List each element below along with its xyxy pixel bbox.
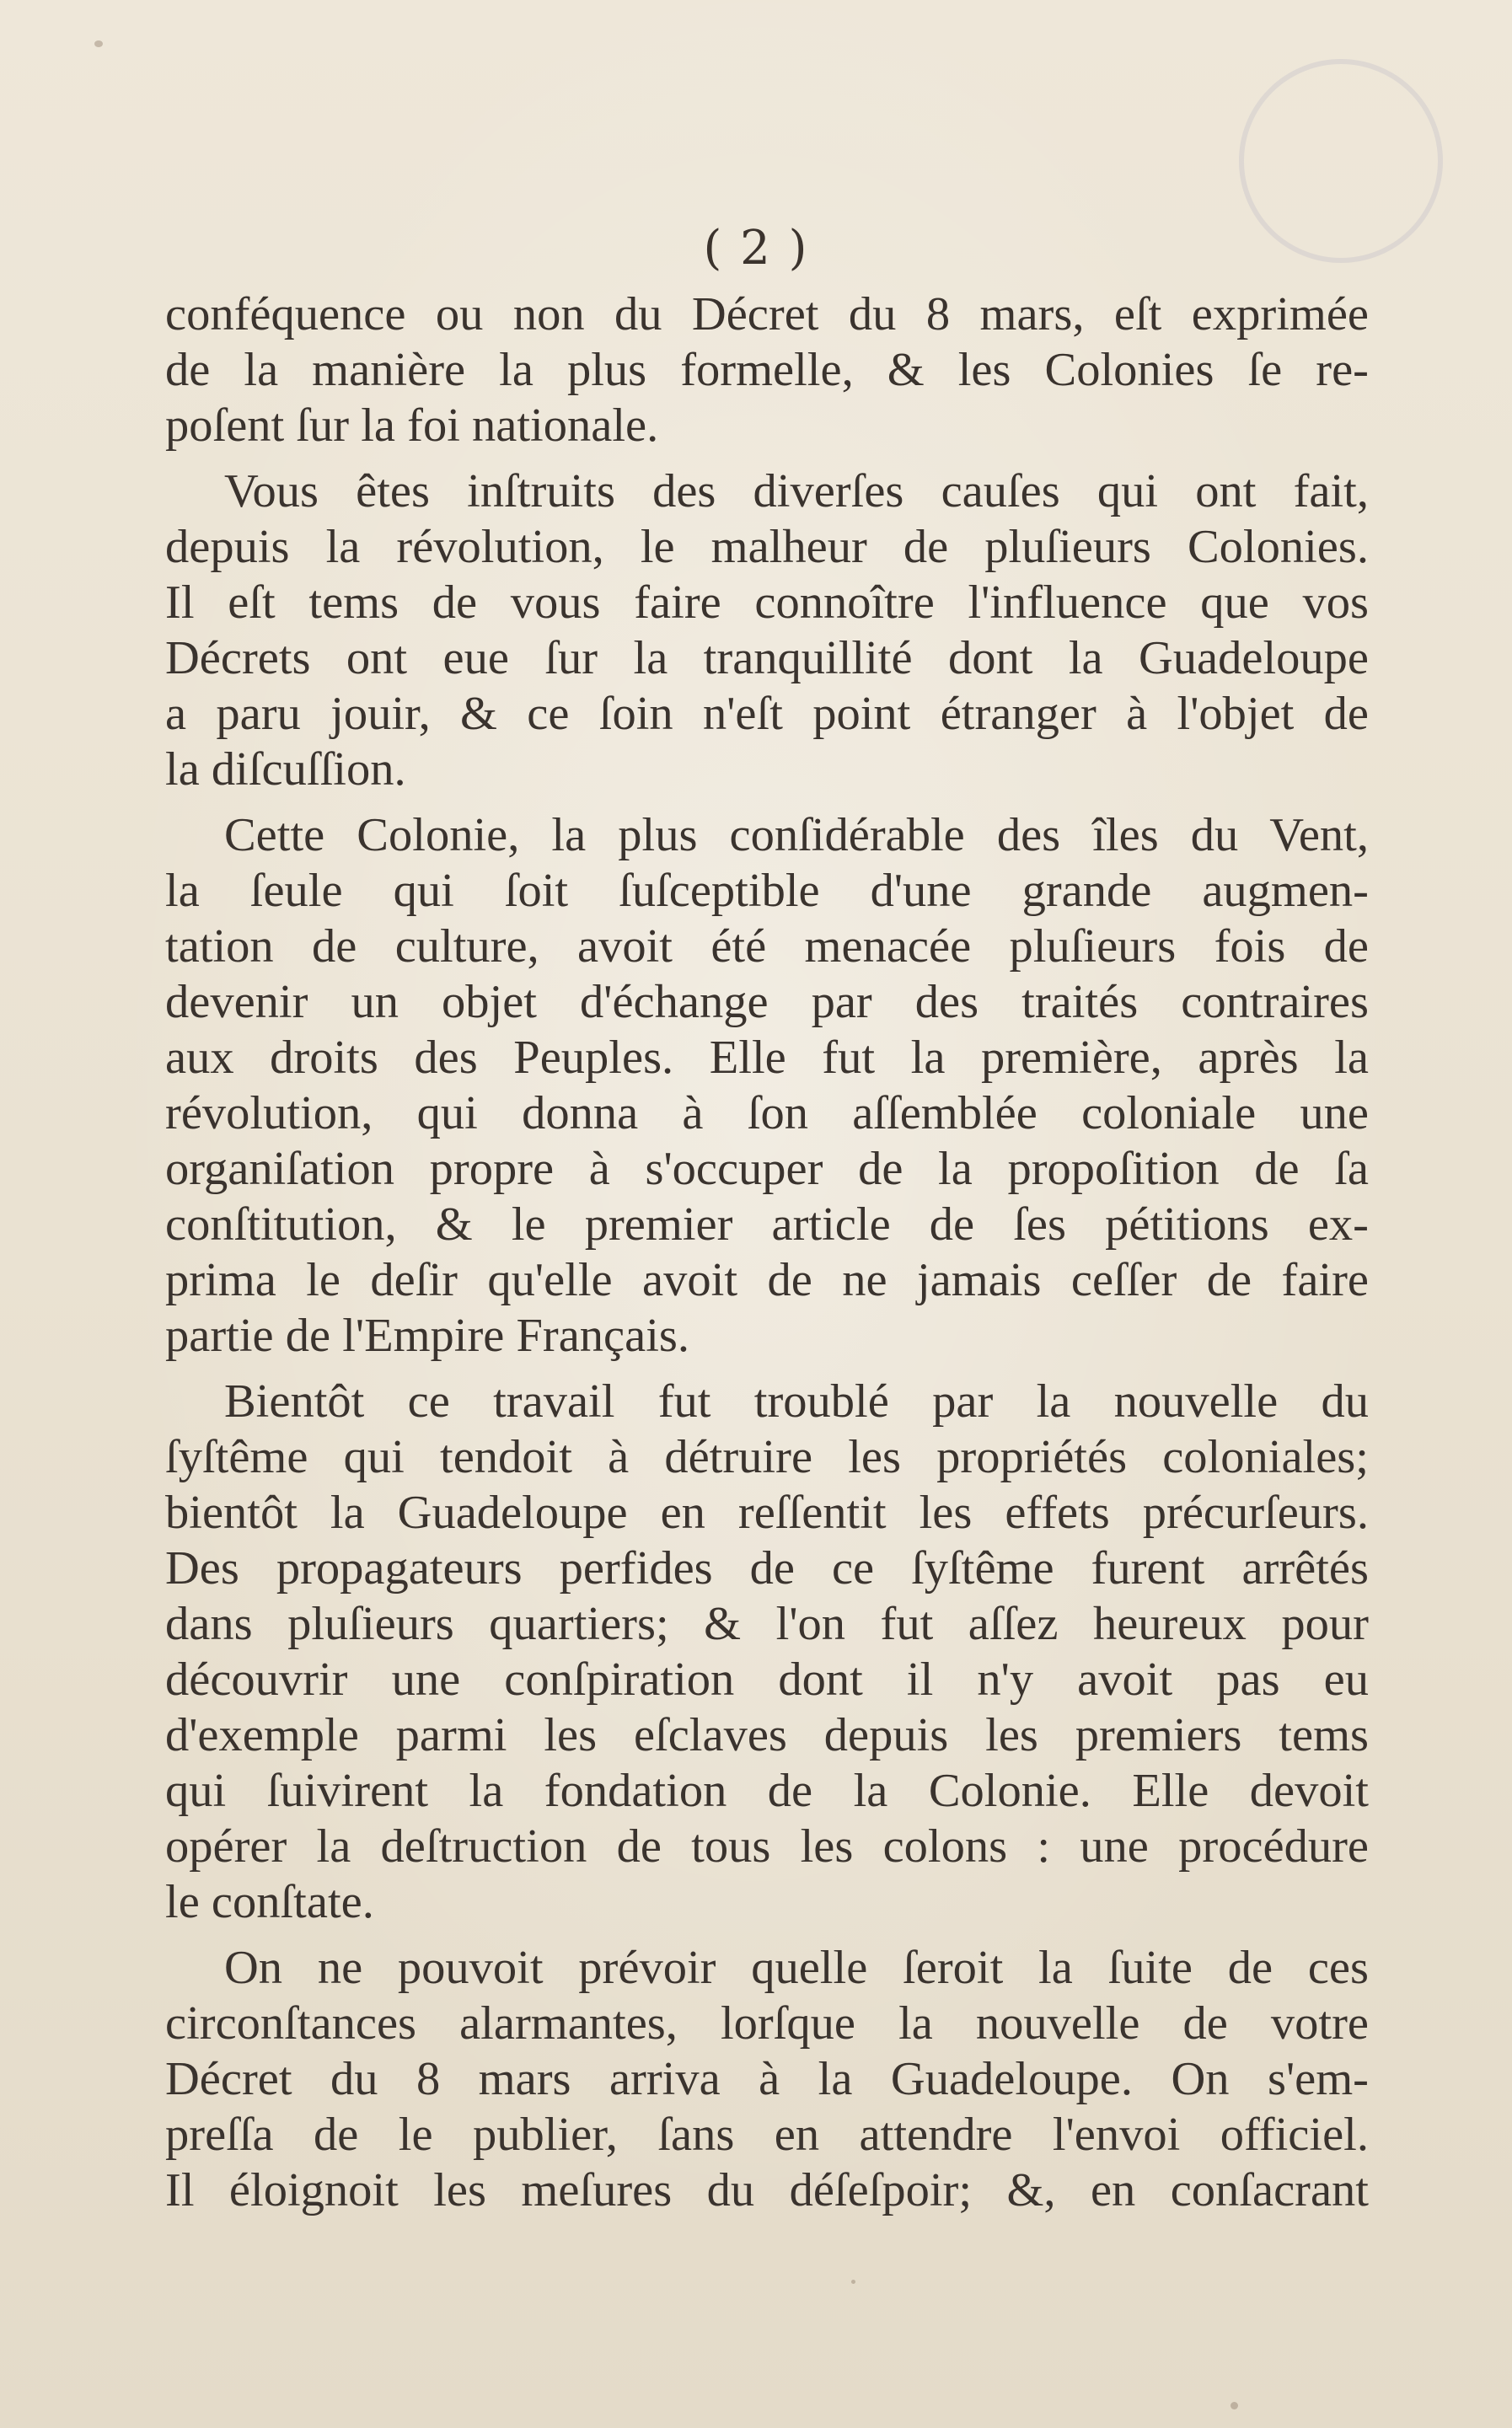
text-line: de la manière la plus formelle, & les Colonies ſe re- [165,344,1369,396]
text-line: Décret du 8 mars arriva à la Guadeloupe. On s'em- [165,2053,1369,2105]
text-line: prima le deſir qu'elle avoit de ne jamais ceſſer de faire [165,1254,1369,1306]
text-line: d'exemple parmi les eſclaves depuis les premiers tems [165,1709,1369,1761]
text-line: On ne pouvoit prévoir quelle ſeroit la ſuite de ces [224,1942,1369,1994]
text-line: opérer la deſtruction de tous les colons : une procédure [165,1820,1369,1873]
text-line: preſſa de le publier, ſans en attendre l'envoi officiel. [165,2109,1369,2161]
paragraph [165,464,1369,797]
paragraph [165,807,1369,1364]
paragraph [165,1374,1369,1930]
text-line: dans pluſieurs quartiers; & l'on fut aſſez heureux pour [165,1598,1369,1650]
text-line: Des propagateurs perfides de ce ſyſtême furent arrêtés [165,1542,1369,1595]
text-line: conféquence ou non du Décret du 8 mars, eſt exprimée [165,288,1369,340]
paragraph [165,1940,1369,2218]
text-line: a paru jouir, & ce ſoin n'eſt point étranger à l'objet de [165,688,1369,740]
text-line: poſent ſur la foi nationale. [165,399,659,452]
text-line: aux droits des Peuples. Elle fut la première, après la [165,1032,1369,1084]
text-line: tation de culture, avoit été menacée pluſieurs fois de [165,920,1369,973]
ink-speck [1231,2402,1238,2409]
text-line: la ſeule qui ſoit ſuſceptible d'une grande augmen- [165,865,1369,917]
paragraph [165,287,1369,453]
text-line: le conſtate. [165,1876,374,1928]
page-number: ( 2 ) [703,221,809,276]
ink-speck [851,2280,855,2284]
text-line: la diſcuſſion. [165,743,406,796]
ink-speck [94,40,103,47]
text-line: qui ſuivirent la fondation de la Colonie. Elle devoit [165,1765,1369,1817]
text-line: organiſation propre à s'occuper de la propoſition de ſa [165,1143,1369,1195]
text-line: Cette Colonie, la plus conſidérable des îles du Vent, [224,809,1369,861]
text-line: bientôt la Guadeloupe en reſſentit les effets précurſeurs. [165,1487,1369,1539]
text-line: devenir un objet d'échange par des traités contraires [165,976,1369,1028]
text-line: partie de l'Empire Français. [165,1310,690,1362]
document-body [165,287,1369,2218]
text-line: Vous êtes inſtruits des diverſes cauſes qui ont fait, [224,465,1369,517]
text-line: découvrir une conſpiration dont il n'y avoit pas eu [165,1654,1369,1706]
text-line: conſtitution, & le premier article de ſes pétitions ex- [165,1198,1369,1251]
text-line: ſyſtême qui tendoit à détruire les propriétés coloniales; [165,1431,1369,1483]
text-line: circonſtances alarmantes, lorſque la nouvelle de votre [165,1997,1369,2050]
text-line: Décrets ont eue ſur la tranquillité dont la Guadeloupe [165,632,1369,684]
text-line: Il eſt tems de vous faire connoître l'influence que vos [165,576,1369,629]
text-line: Bientôt ce travail fut troublé par la nouvelle du [224,1375,1369,1428]
text-line: depuis la révolution, le malheur de pluſieurs Colonies. [165,521,1369,573]
text-line: révolution, qui donna à ſon aſſemblée coloniale une [165,1087,1369,1139]
text-line: Il éloignoit les meſures du déſeſpoir; &, en conſacrant [165,2164,1369,2216]
